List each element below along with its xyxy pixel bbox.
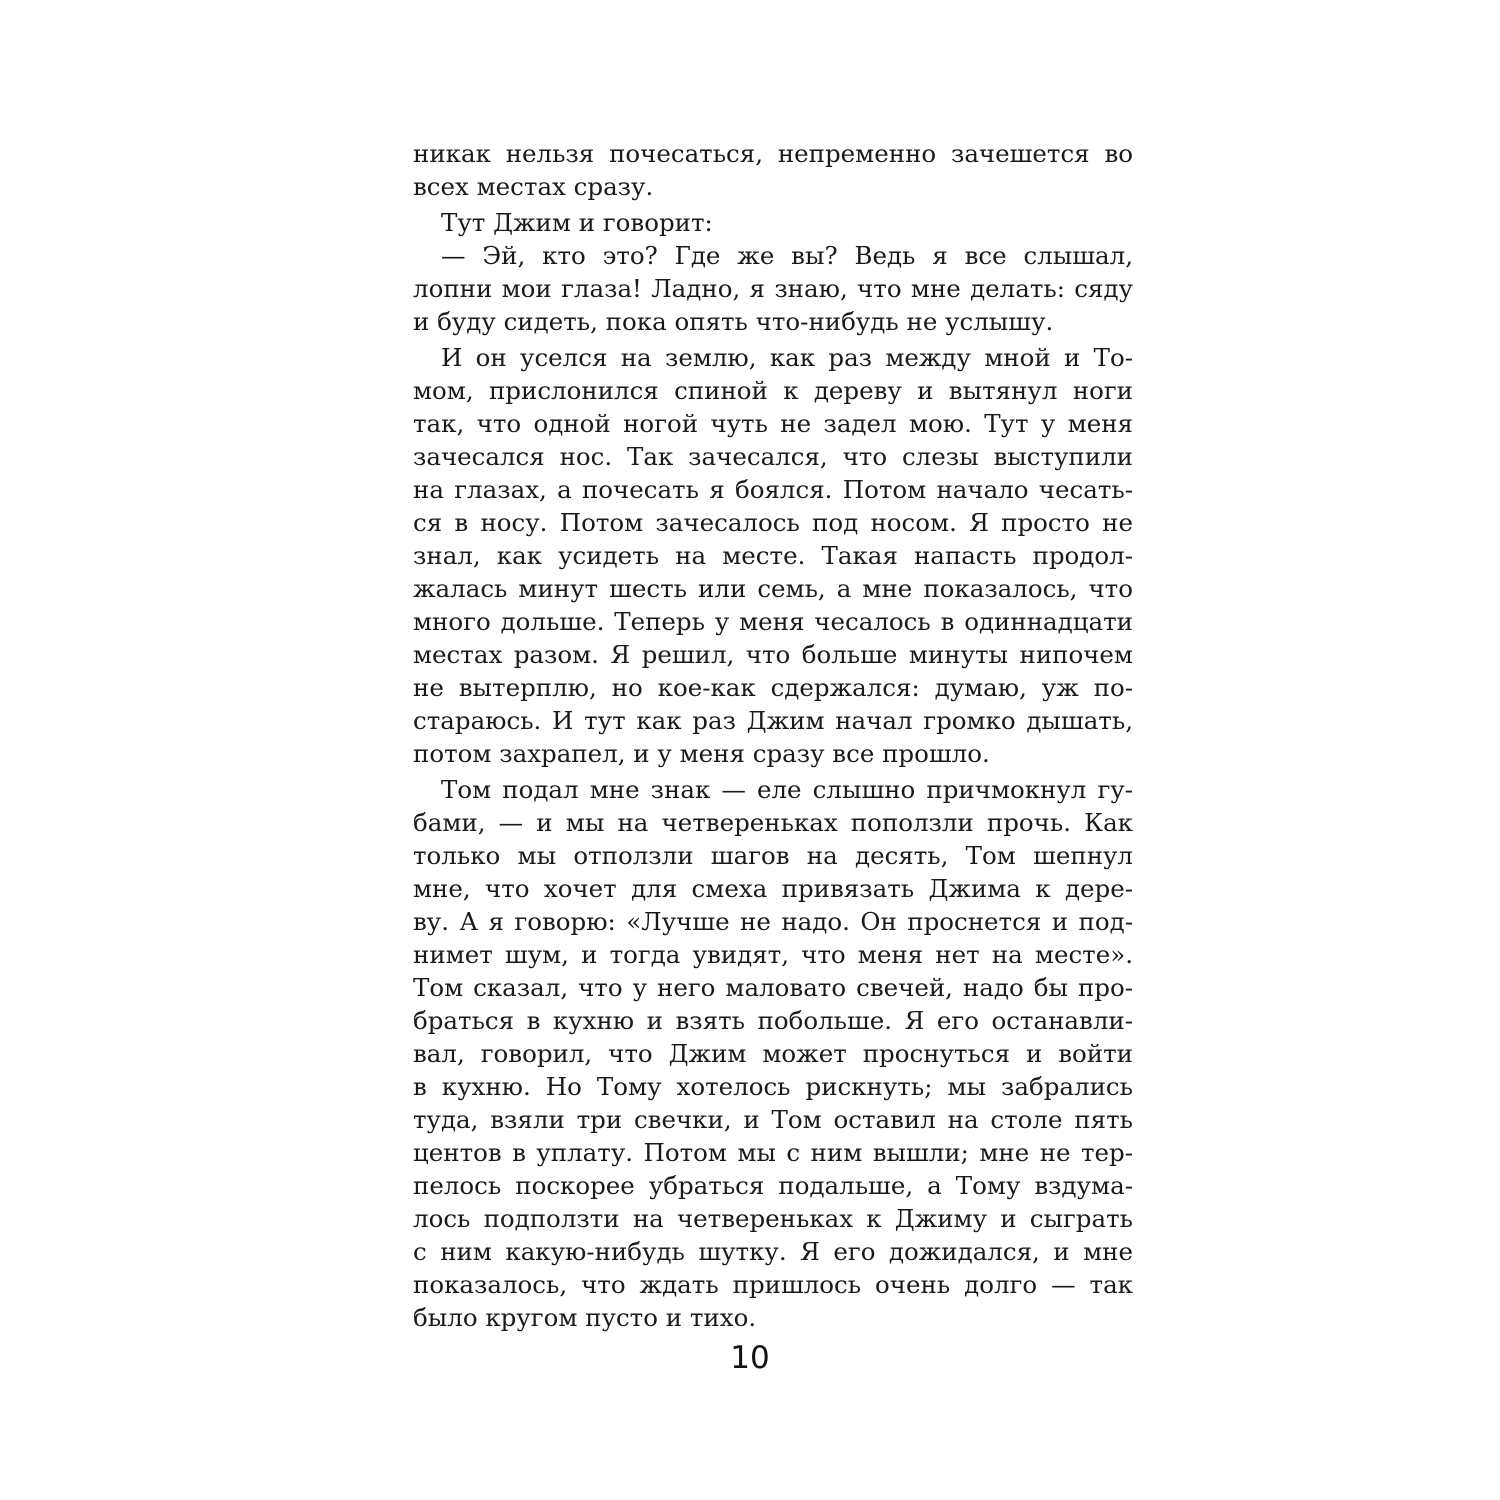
text-line: лось подползти на четвереньках к Джиму и сыграть [413,1204,1133,1233]
text-line: ву. А я говорю: «Лучше не надо. Он проснется и под- [413,907,1133,936]
text-line: лопни мои глаза! Ладно, я знаю, что мне делать: сяду [413,274,1133,303]
text-line: только мы отползли шагов на десять, Том шепнул [413,841,1133,870]
text-line: местах разом. Я решил, что больше минуты нипочем [413,640,1133,669]
text-line: браться в кухню и взять побольше. Я его останавли- [413,1006,1133,1035]
text-line: не вытерплю, но кое-как сдержался: думаю, уж по- [413,673,1133,702]
text-line: всех местах сразу. [413,172,654,201]
text-line: жалась минут шесть или семь, а мне показалось, что [413,574,1133,603]
text-line: зачесался нос. Так зачесался, что слезы выступили [413,442,1133,471]
text-line: в кухню. Но Тому хотелось рискнуть; мы забрались [413,1072,1133,1101]
text-line: мне, что хочет для смеха привязать Джима к дере- [413,874,1133,903]
text-line: вал, говорил, что Джим может проснуться и войти [413,1039,1133,1068]
text-line: потом захрапел, и у меня сразу все прошло. [413,739,990,768]
text-line: — Эй, кто это? Где же вы? Ведь я все слышал, [441,241,1133,270]
page-text [413,137,1133,1334]
text-line: знал, как усидеть на месте. Такая напасть продол- [413,541,1133,570]
text-line: Том сказал, что у него маловато свечей, надо бы про- [413,973,1133,1002]
text-line: туда, взяли три свечки, и Том оставил на столе пять [413,1105,1133,1134]
text-line: И он уселся на землю, как раз между мной и То- [441,343,1133,372]
text-line: центов в уплату. Потом мы с ним вышли; мне не тер- [413,1138,1133,1167]
text-line: пелось поскорее убраться подальше, а Тому вздума- [413,1171,1133,1200]
text-line: показалось, что ждать пришлось очень долго — так [413,1270,1133,1299]
text-line: так, что одной ногой чуть не задел мою. Тут у меня [413,409,1133,438]
text-line: Том подал мне знак — еле слышно причмокнул гу- [441,775,1133,804]
text-line: Тут Джим и говорит: [441,208,713,237]
text-line: ся в носу. Потом зачесалось под носом. Я просто не [413,508,1133,537]
text-line: никак нельзя почесаться, непременно зачешется во [413,139,1133,168]
text-line: на глазах, а почесать я боялся. Потом начало чесать- [413,475,1133,504]
text-line: было кругом пусто и тихо. [413,1303,757,1332]
text-line: много дольше. Теперь у меня чесалось в одиннадцати [413,607,1133,636]
page-number: 10 [730,1340,770,1376]
text-line: бами, — и мы на четвереньках поползли прочь. Как [413,808,1133,837]
text-line: мом, прислонился спиной к дереву и вытянул ноги [413,376,1133,405]
text-line: с ним какую-нибудь шутку. Я его дожидался, и мне [413,1237,1133,1266]
text-line: стараюсь. И тут как раз Джим начал громко дышать, [413,706,1133,735]
text-line: и буду сидеть, пока опять что-нибудь не услышу. [413,307,1054,336]
text-line: нимет шум, и тогда увидят, что меня нет на месте». [413,940,1133,969]
